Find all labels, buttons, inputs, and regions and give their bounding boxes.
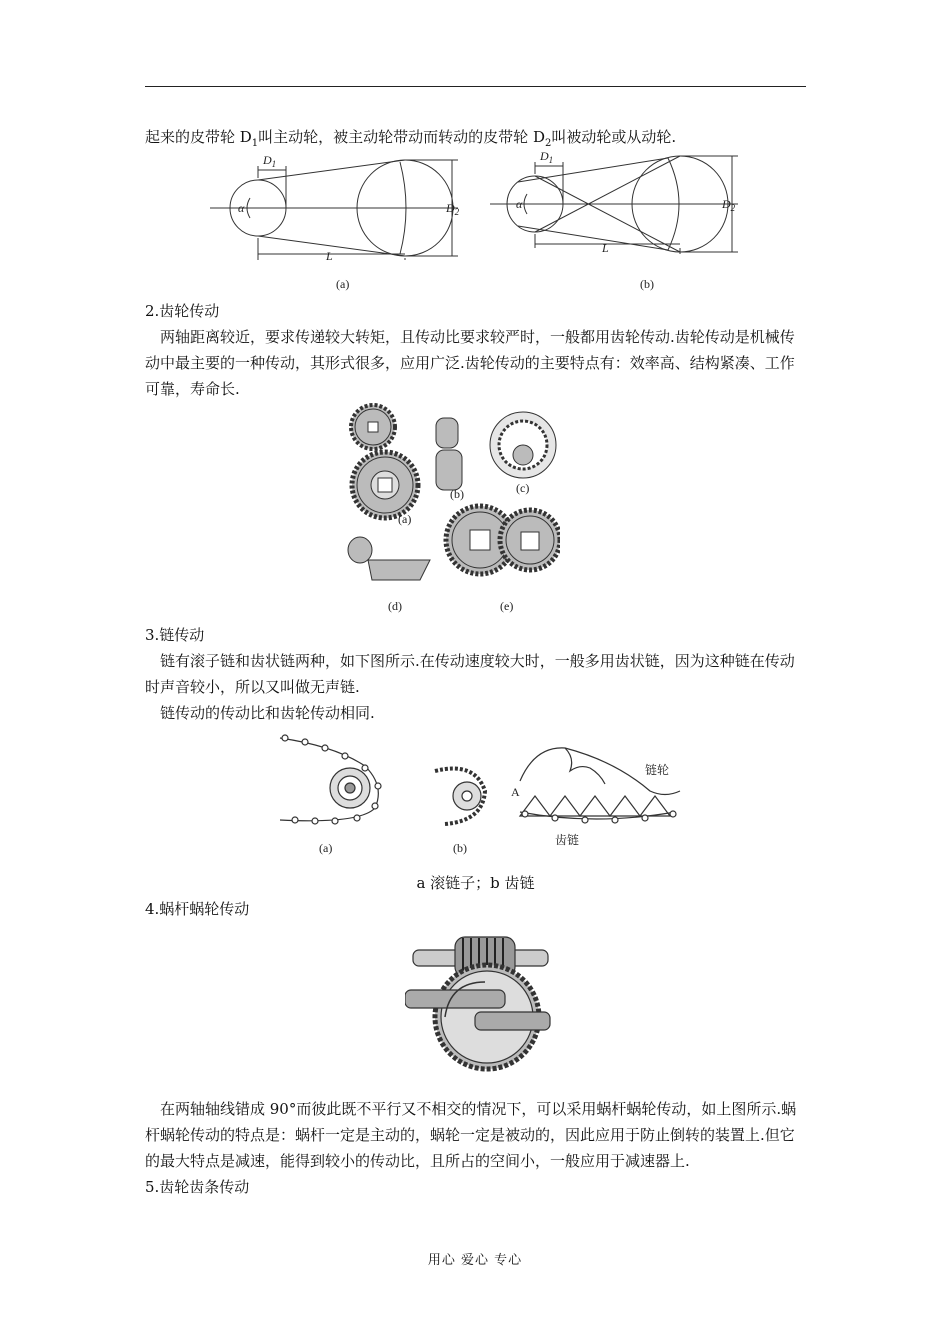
svg-text:(b): (b) <box>453 841 467 855</box>
chain-body-1: 链有滚子链和齿状链两种，如下图所示.在传动速度较大时，一般多用齿状链，因为这种链在传动时声音较小，所以又叫做无声链. <box>145 652 795 696</box>
svg-text:(b): (b) <box>640 277 654 291</box>
worm-heading-block <box>145 896 806 922</box>
chain-section <box>145 622 806 726</box>
svg-text:(b): (b) <box>450 487 464 501</box>
gear-section <box>145 298 806 402</box>
page-footer: 用心 爱心 专心 <box>427 1253 523 1268</box>
svg-text:(d): (d) <box>388 599 402 613</box>
chain-caption: a 滚链子；b 齿链 <box>416 874 535 892</box>
svg-text:链轮: 链轮 <box>645 763 670 777</box>
svg-text:(e): (e) <box>500 599 514 613</box>
worm-body: 在两轴轴线错成 90°而彼此既不平行又不相交的情况下，可以采用蜗杆蜗轮传动，如上图所示.蜗杆蜗轮传动的特点是：蜗杆一定是主动的，蜗轮一定是被动的，因此应用于防止倒转的装置上.但它的最大特点是减速，能得到较小的传动比，且所占的空间小，一般应用于减速器上. <box>145 1100 797 1170</box>
intro-text-3: 叫被动轮或从动轮. <box>551 128 677 146</box>
belt-drive-figure <box>200 148 760 298</box>
rack-heading: 5.齿轮齿条传动 <box>145 1178 250 1196</box>
svg-text:L: L <box>326 249 333 263</box>
intro-text-1: 起来的皮带轮 D <box>145 128 252 146</box>
svg-text:(c): (c) <box>516 481 530 495</box>
gear-types-figure <box>340 400 560 615</box>
svg-text:L: L <box>602 241 609 255</box>
chain-body-2: 链传动的传动比和齿轮传动相同. <box>160 704 375 722</box>
worm-heading: 4.蜗杆蜗轮传动 <box>145 900 250 918</box>
intro-text-2: 叫主动轮，被主动轮带动而转动的皮带轮 D <box>258 128 545 146</box>
chain-figure <box>275 726 685 860</box>
gear-heading: 2.齿轮传动 <box>145 302 220 320</box>
worm-gear-figure <box>405 922 555 1072</box>
chain-heading: 3.链传动 <box>145 626 205 644</box>
header-rule <box>145 86 806 87</box>
svg-text:D2: $D_2$ <box>722 197 736 213</box>
svg-text:D1: $D_1$ <box>263 153 277 169</box>
svg-text:A: A <box>511 785 520 799</box>
intro-sub-2: 2 <box>544 138 552 149</box>
worm-section <box>145 1096 806 1200</box>
svg-text:α: α <box>516 197 523 211</box>
svg-text:齿链: 齿链 <box>555 833 580 847</box>
svg-text:α: α <box>238 201 245 215</box>
gear-body: 两轴距离较近，要求传递较大转矩，且传动比要求较严时，一般都用齿轮传动.齿轮传动是机械传动中最主要的一种传动，其形式很多，应用广泛.齿轮传动的主要特点有：效率高、结构紧凑、工作可靠，寿命长. <box>145 328 795 398</box>
svg-text:(a): (a) <box>319 841 333 855</box>
svg-text:(a): (a) <box>336 277 350 291</box>
svg-text:D2: $D_2$ <box>446 201 460 217</box>
intro-sub-1: 1 <box>251 138 259 149</box>
svg-text:(a): (a) <box>398 512 412 526</box>
svg-text:D1: $D_1$ <box>540 149 554 165</box>
